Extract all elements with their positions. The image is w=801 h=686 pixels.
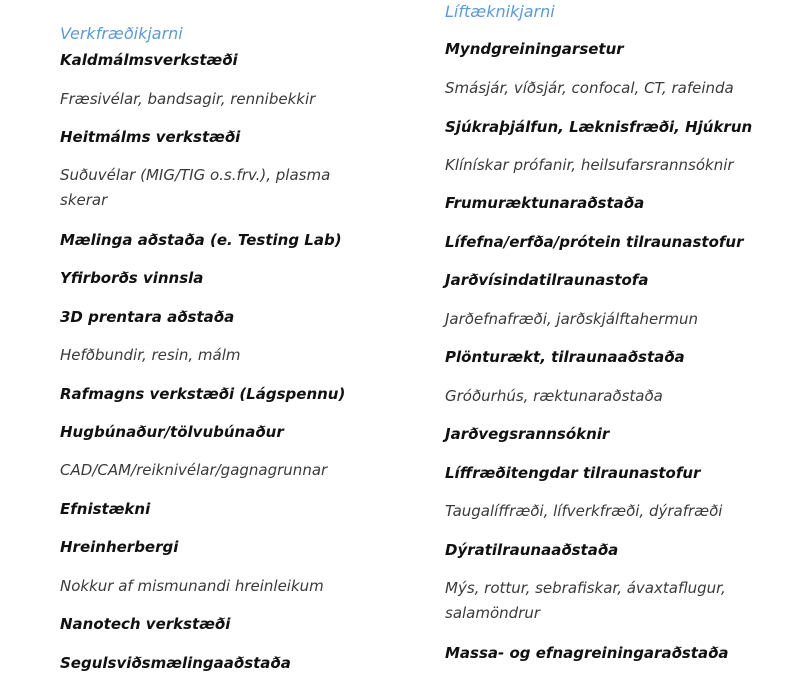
facility-title: Heitmálms verkstæði [60, 128, 241, 146]
facility-description: CAD/CAM/reiknivélar/gagnagrunnar [60, 461, 328, 479]
facility-title: Rafmagns verkstæði (Lágspennu) [60, 385, 346, 403]
facility-description: Jarðefnafræði, jarðskjálftahermun [445, 310, 699, 328]
left-column-heading: Verkfræðikjarni [60, 24, 183, 43]
facility-description: Fræsivélar, bandsagir, rennibekkir [60, 90, 316, 108]
facility-title: Myndgreiningarsetur [445, 40, 624, 58]
facility-title: Hugbúnaður/tölvubúnaður [60, 423, 284, 441]
facility-title: Segulsviðsmælingaaðstaða [60, 654, 291, 672]
facility-title: Plönturækt, tilraunaaðstaða [445, 348, 685, 366]
facility-title: Sjúkraþjálfun, Læknisfræði, Hjúkrun [445, 118, 753, 136]
facility-title: Frumuræktunaraðstaða [445, 194, 645, 212]
facility-description: Hefðbundir, resin, málm [60, 346, 241, 364]
facility-title: 3D prentara aðstaða [60, 308, 235, 326]
facility-title: Lífefna/erfða/prótein tilraunastofur [445, 233, 744, 251]
facility-title: Yfirborðs vinnsla [60, 269, 204, 287]
facility-title: Kaldmálmsverkstæði [60, 51, 238, 69]
facility-title: Mælinga aðstaða (e. Testing Lab) [60, 231, 342, 249]
facility-title: Efnistækni [60, 500, 151, 518]
facility-description: Taugalíffræði, lífverkfræði, dýrafræði [445, 502, 723, 520]
facility-description: Mýs, rottur, sebrafiskar, ávaxtaflugur, salamöndrur [445, 579, 726, 622]
facility-title: Massa- og efnagreiningaraðstaða [445, 644, 729, 662]
facility-description: Gróðurhús, ræktunaraðstaða [445, 387, 663, 405]
facility-description: Nokkur af mismunandi hreinleikum [60, 577, 324, 595]
facility-title: Líffræðitengdar tilraunastofur [445, 464, 701, 482]
facility-title: Jarðvegsrannsóknir [445, 425, 610, 443]
facility-title: Hreinherbergi [60, 538, 179, 556]
facility-title: Jarðvísindatilraunastofa [445, 271, 649, 289]
right-column-heading: Líftæknikjarni [445, 2, 555, 21]
facility-title: Nanotech verkstæði [60, 615, 231, 633]
facility-description: Klínískar prófanir, heilsufarsrannsóknir [445, 156, 734, 174]
facility-description: Suðuvélar (MIG/TIG o.s.frv.), plasma skerar [60, 166, 331, 209]
facility-description: Smásjár, víðsjár, confocal, CT, rafeinda [445, 79, 734, 97]
facility-title: Dýratilraunaaðstaða [445, 541, 619, 559]
